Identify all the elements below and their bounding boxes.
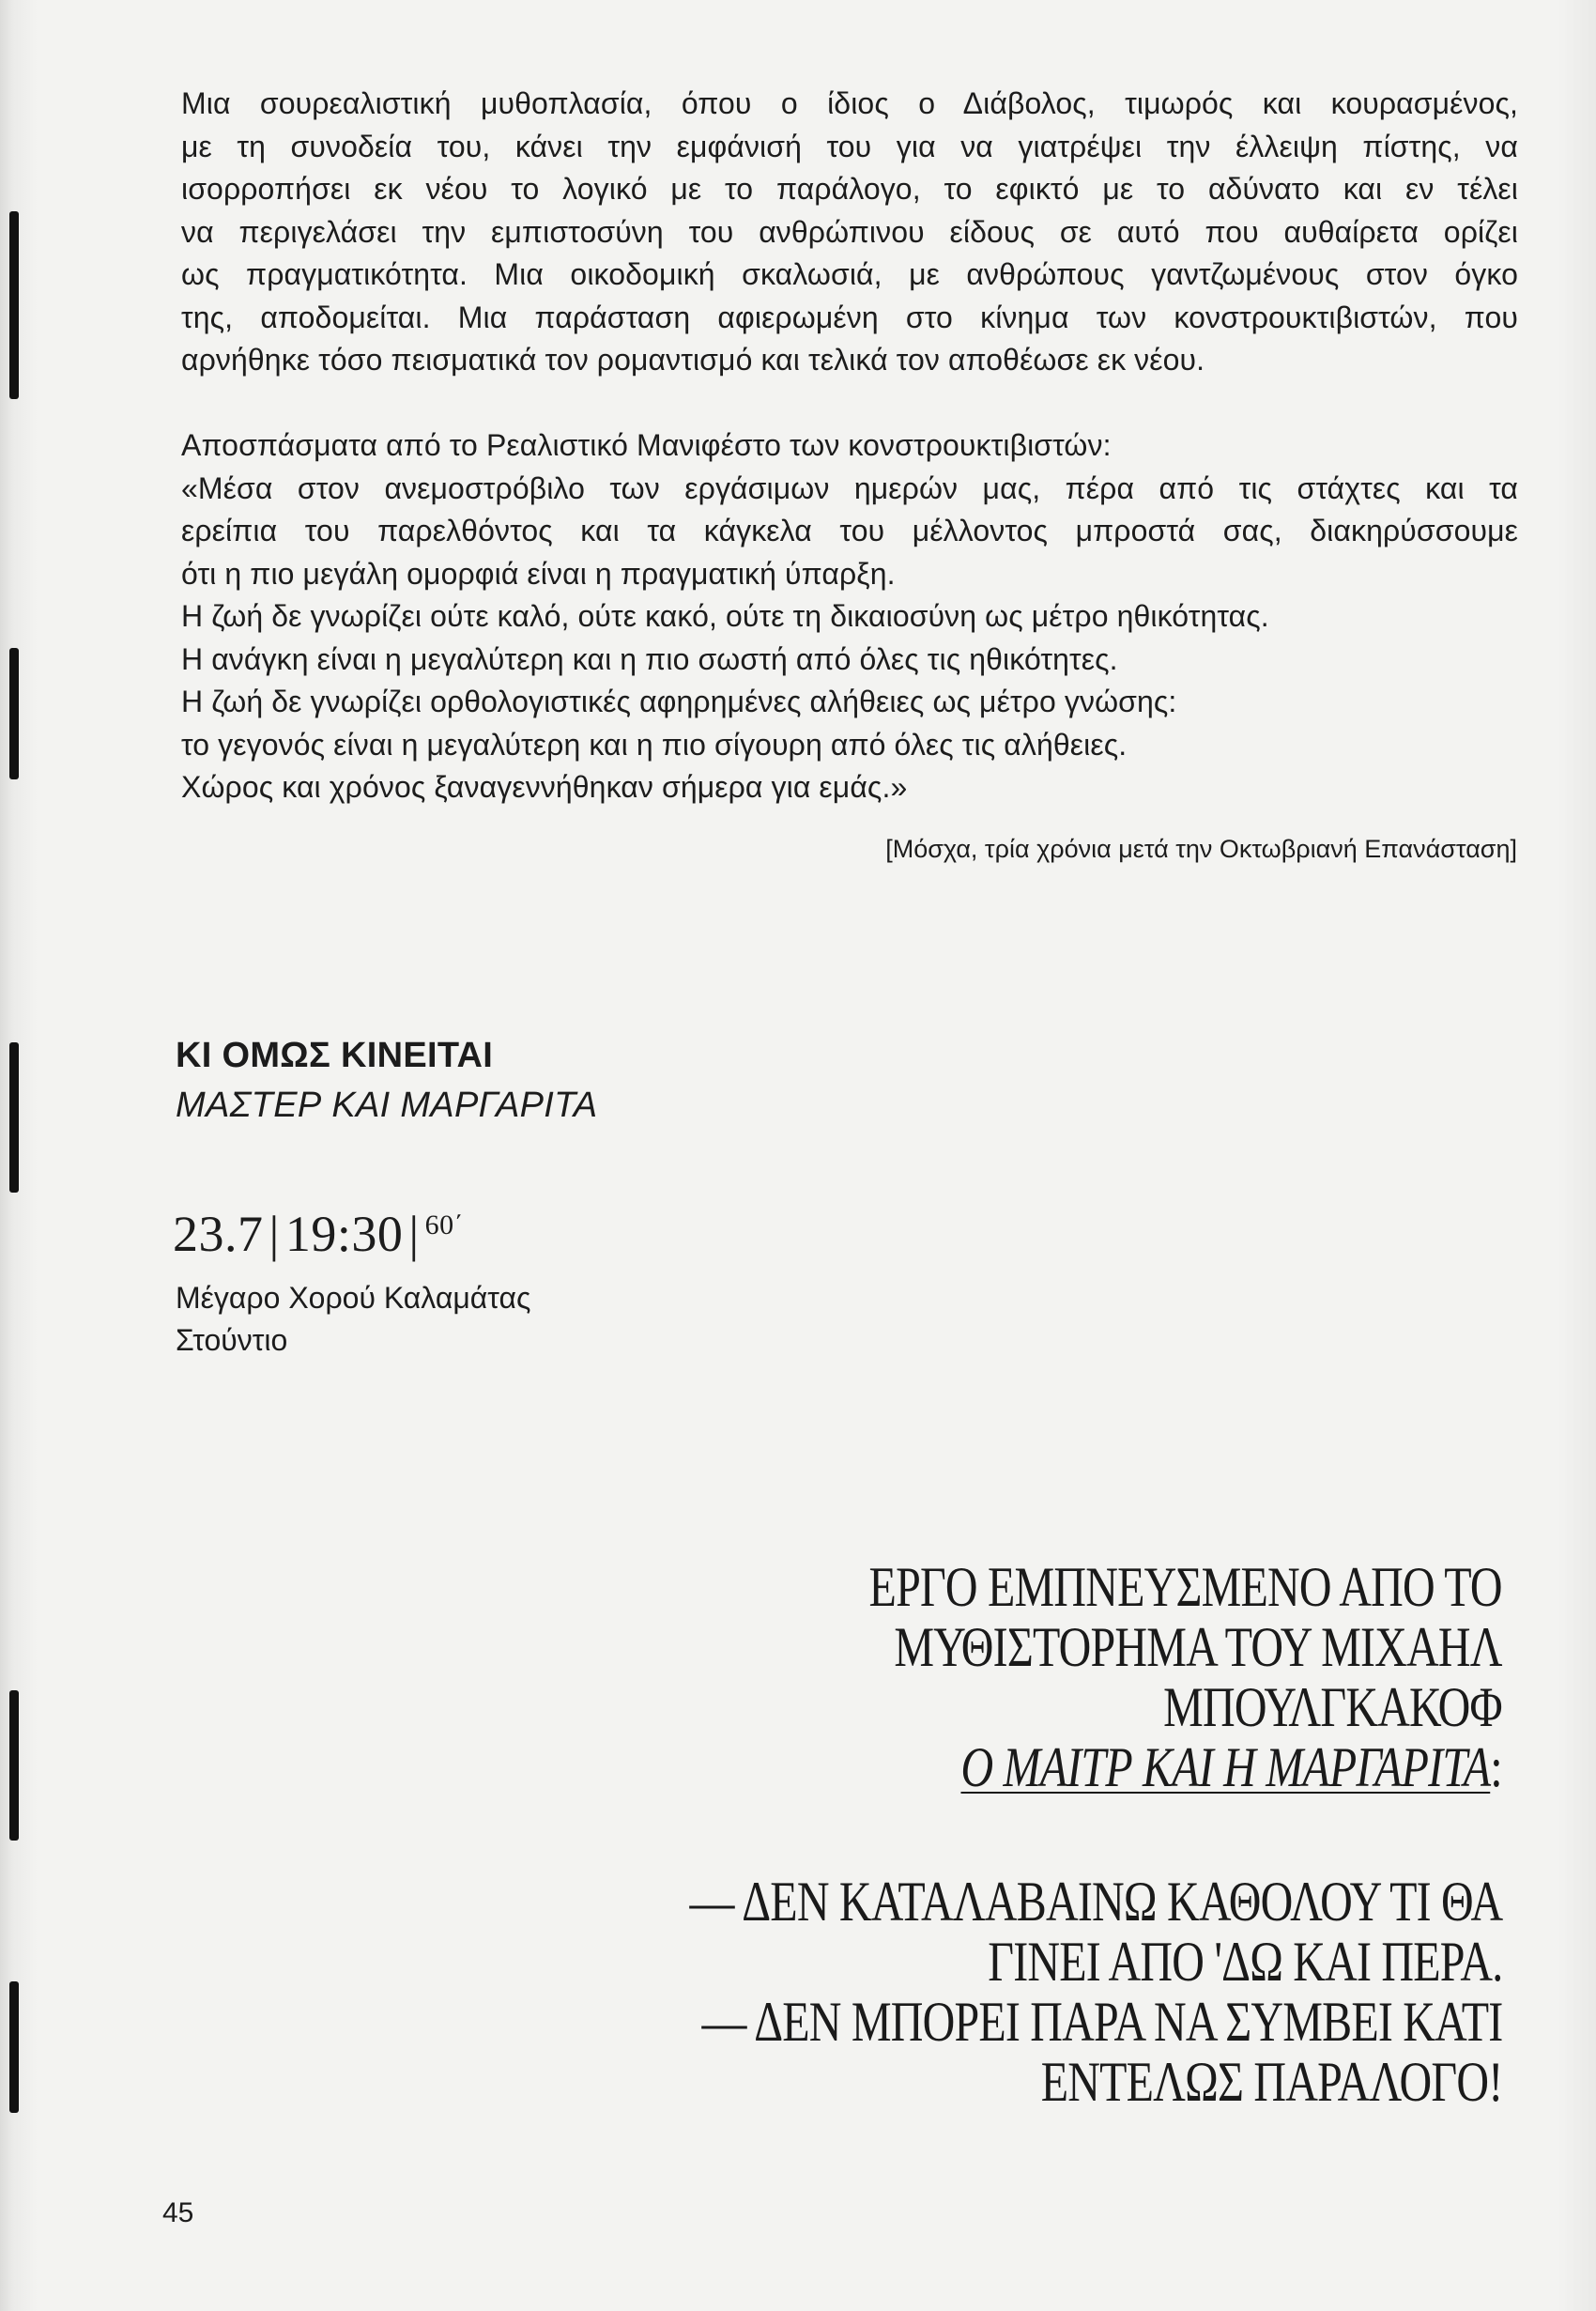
event-time: 19:30 (284, 1206, 404, 1262)
text-line: Η ζωή δε γνωρίζει ορθολογιστικές αφηρημένες αλήθειες ως μέτρο γνώσης: (181, 685, 1177, 718)
manifesto-paragraph (181, 424, 1518, 809)
text-line: Μια σουρεαλιστική μυθοπλασία, όπου ο ίδιος ο Διάβολος, τιμωρός και κουρασμένος, (181, 86, 1518, 120)
text-line: ως πραγματικότητα. Μια οικοδομική σκαλωσιά, με ανθρώπους γαντζωμένους στον όγκο (181, 257, 1518, 291)
text-line: ισορροπήσει εκ νέου το λογικό με το παράλογο, το εφικτό με το αδύνατο και εν τέλει (181, 172, 1518, 206)
quote-line: ΕΡΓΟ ΕΜΠΝΕΥΣΜΕΝΟ ΑΠΟ ΤΟ (868, 1556, 1502, 1618)
binding-mark (9, 1690, 19, 1841)
text-line: με τη συνοδεία του, κάνει την εμφάνισή του για να γιατρέψει την έλλειψη πίστης, να (181, 129, 1518, 163)
dialogue-quote (689, 1872, 1502, 2112)
quote-line: — ΔΕΝ ΜΠΟΡΕΙ ΠΑΡΑ ΝΑ ΣΥΜΒΕΙ ΚΑΤΙ (701, 1991, 1502, 2053)
binding-mark (9, 1042, 19, 1193)
quote-line: — ΔΕΝ ΚΑΤΑΛΑΒΑΙΝΩ ΚΑΘΟΛΟΥ ΤΙ ΘΑ (689, 1871, 1502, 1933)
event-title: ΚΙ ΟΜΩΣ ΚΙΝΕΙΤΑΙ (176, 1036, 494, 1075)
event-date: 23.7 (173, 1206, 264, 1262)
quote-line: ΕΝΤΕΛΩΣ ΠΑΡΑΛΟΓΟ! (1040, 2051, 1502, 2113)
venue-room: Στούντιο (176, 1323, 288, 1357)
text-line: Αποσπάσματα από το Ρεαλιστικό Μανιφέστο των κονστρουκτιβιστών: (181, 428, 1112, 462)
text-line: της, αποδομείται. Μια παράσταση αφιερωμένη στο κίνημα των κονστρουκτιβιστών, που (181, 300, 1518, 334)
text-line: ερείπια του παρελθόντος και τα κάγκελα του μέλλοντος μπροστά σας, διακηρύσσουμε (181, 514, 1518, 547)
text-line: Η ανάγκη είναι η μεγαλύτερη και η πιο σωστή από όλες τις ηθικότητες. (181, 641, 1118, 676)
event-schedule (173, 1205, 464, 1263)
book-title-punctuation: : (1490, 1736, 1502, 1798)
event-duration: 60΄ (424, 1209, 465, 1240)
text-line: ότι η πιο μεγάλη ομορφιά είναι η πραγματική ύπαρξη. (181, 556, 896, 591)
text-line: αρνήθηκε τόσο πεισματικά τον ρομαντισμό και τελικά τον αποθέωσε εκ νέου. (181, 343, 1205, 377)
text-line: «Μέσα στον ανεμοστρόβιλο των εργάσιμων ημερών μας, πέρα από τις στάχτες και τα (181, 470, 1518, 505)
event-venue (176, 1277, 530, 1362)
event-subtitle: ΜΑΣΤΕΡ ΚΑΙ ΜΑΡΓΑΡΙΤΑ (176, 1086, 598, 1125)
quote-line: ΜΠΟΥΛΓΚΑΚΟΦ (1163, 1676, 1502, 1738)
binding-mark (9, 211, 19, 399)
text-line: Χώρος και χρόνος ξαναγεννήθηκαν σήμερα για εμάς.» (181, 770, 908, 804)
binding-mark (9, 1981, 19, 2113)
venue-name: Μέγαρο Χορού Καλαμάτας (176, 1281, 531, 1315)
book-title: Ο ΜΑΙΤΡ ΚΑΙ Η ΜΑΡΓΑΡΙΤΑ (960, 1736, 1491, 1798)
text-line: Η ζωή δε γνωρίζει ούτε καλό, ούτε κακό, ούτε τη δικαιοσύνη ως μέτρο ηθικότητας. (181, 599, 1269, 633)
page-number: 45 (162, 2197, 194, 2228)
binding-mark (9, 648, 19, 779)
text-line: το γεγονός είναι η μεγαλύτερη και η πιο σίγουρη από όλες τις αλήθειες. (181, 727, 1128, 762)
quote-line: ΓΙΝΕΙ ΑΠΟ 'ΔΩ ΚΑΙ ΠΕΡΑ. (987, 1931, 1502, 1993)
separator: | (269, 1206, 280, 1262)
inspiration-statement (869, 1557, 1502, 1797)
text-line: να περιγελάσει την εμπιστοσύνη του ανθρώπινου είδους σε αυτό που αυθαίρετα ορίζει (181, 214, 1518, 249)
quote-line: ΜΥΘΙΣΤΟΡΗΜΑ ΤΟΥ ΜΙΧΑΗΛ (894, 1616, 1502, 1678)
intro-paragraph (181, 83, 1518, 382)
attribution: [Μόσχα, τρία χρόνια μετά την Οκτωβριανή Επανάσταση] (885, 835, 1517, 863)
separator: | (408, 1206, 420, 1262)
